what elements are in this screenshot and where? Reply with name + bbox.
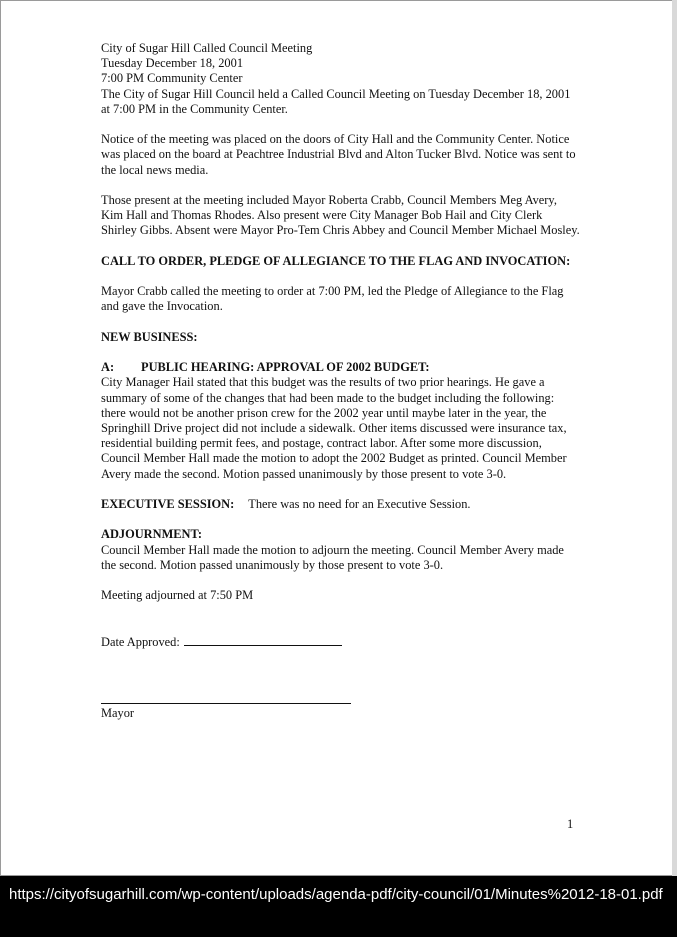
meeting-date: Tuesday December 18, 2001 (101, 56, 244, 71)
item-a-title: PUBLIC HEARING: APPROVAL OF 2002 BUDGET: (141, 360, 430, 375)
date-approved-line (101, 634, 581, 650)
signature-line (101, 702, 351, 704)
item-a-label: A: (101, 360, 115, 375)
executive-session-heading: EXECUTIVE SESSION: (101, 496, 235, 511)
adjournment-text: Council Member Hall made the motion to adjourn the meeting. Council Member Avery made the second. Motion passed unanimously by those present to vote 3-0. (101, 542, 564, 572)
attendance-paragraph: Those present at the meeting included Mayor Roberta Crabb, Council Members Meg Avery, Kim Hall and Thomas Rhodes. Also present were City Manager Bob Hail and City Clerk Shirley Gibbs. Absent were Mayor Pro-Tem Chris Abbey and Council Member Michael Mosley. (101, 193, 580, 238)
call-to-order-text: Mayor Crabb called the meeting to order at 7:00 PM, led the Pledge of Allegiance to the Flag and gave the Invocation. (101, 284, 564, 314)
executive-session-text: There was no need for an Executive Session. (248, 496, 471, 511)
notice-paragraph: Notice of the meeting was placed on the doors of City Hall and the Community Center. Notice was placed on the board at Peachtree Industrial Blvd and Alton Tucker Blvd. Notice was sent to the local news media. (101, 132, 576, 177)
executive-session-line (101, 497, 581, 512)
date-approved-blank (184, 634, 342, 646)
meeting-time-place: 7:00 PM Community Center (101, 71, 243, 86)
item-a-heading (101, 360, 581, 375)
signature-label: Mayor (101, 705, 135, 720)
page-shadow (672, 0, 677, 876)
new-business-heading: NEW BUSINESS: (101, 329, 198, 344)
adjournment-heading: ADJOURNMENT: (101, 527, 202, 542)
date-approved-label: Date Approved: (101, 634, 180, 649)
meeting-title: City of Sugar Hill Called Council Meeting (101, 41, 313, 55)
page-number: 1 (567, 817, 574, 831)
url-caption: https://cityofsugarhill.com/wp-content/uploads/agenda-pdf/city-council/01/Minutes%2012-18-01.pdf (0, 876, 677, 937)
call-to-order-heading: CALL TO ORDER, PLEDGE OF ALLEGIANCE TO THE FLAG AND INVOCATION: (101, 253, 571, 268)
document-body (101, 41, 581, 721)
adjourned-time: Meeting adjourned at 7:50 PM (101, 588, 254, 603)
item-a-text: City Manager Hail stated that this budget was the results of two prior hearings. He gave a summary of some of the changes that had been made to the budget including the following: there would not be another prison crew for the 2002 year until maybe later in the year, the Springhill Drive project did not include a sidewalk. Other items discussed were insurance tax, residential building permit fees, and postage, contract labor. After some more discussion, Council Member Hall made the motion to adopt the 2002 Budget as printed. Council Member Avery made the second. Motion passed unanimously by those present to vote 3-0. (101, 375, 567, 481)
intro-paragraph: The City of Sugar Hill Council held a Called Council Meeting on Tuesday December 18, 2001 at 7:00 PM in the Community Center. (101, 86, 571, 116)
